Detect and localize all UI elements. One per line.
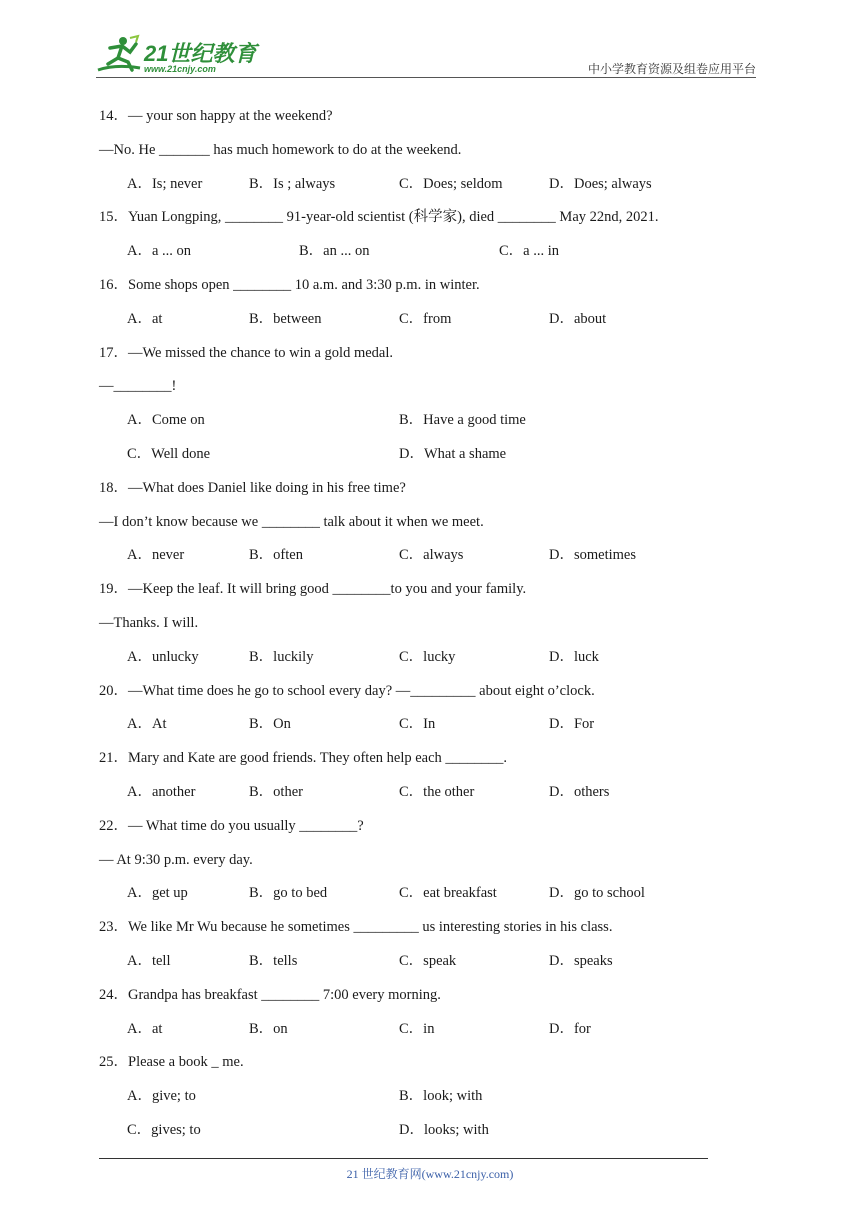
- question-q23: [99, 917, 739, 985]
- question-q19: [99, 579, 739, 680]
- question-q16: [99, 275, 739, 343]
- question-stem: 18．—What does Daniel like doing in his free time?: [99, 479, 406, 496]
- option-a[interactable]: A．never: [127, 547, 185, 564]
- options-row: [99, 545, 739, 579]
- option-c[interactable]: C．gives; to: [127, 1121, 201, 1138]
- option-d[interactable]: D．What a shame: [399, 445, 507, 462]
- question-line: —I don’t know because we ________ talk about it when we meet.: [99, 513, 484, 530]
- option-a[interactable]: A．At: [127, 716, 167, 733]
- options-row: [99, 883, 739, 917]
- option-d[interactable]: D．about: [549, 310, 607, 327]
- question-stem: 24．Grandpa has breakfast ________ 7:00 every morning.: [99, 986, 441, 1003]
- platform-title: 中小学教育资源及组卷应用平台: [587, 62, 756, 76]
- option-c[interactable]: C．Well done: [127, 445, 210, 462]
- option-a[interactable]: A．give; to: [127, 1088, 196, 1105]
- option-a[interactable]: A．a ... on: [127, 243, 192, 260]
- header-divider: [96, 77, 756, 78]
- option-c[interactable]: C．In: [399, 716, 436, 733]
- question-stem: 23．We like Mr Wu because he sometimes _________ us interesting stories in his class.: [99, 919, 613, 936]
- options-row: [99, 241, 739, 275]
- question-stem: 20．—What time does he go to school every day? —_________ about eight o’clock.: [99, 682, 595, 699]
- question-stem: 17．—We missed the chance to win a gold medal.: [99, 344, 393, 361]
- options-row: [99, 951, 739, 985]
- option-b[interactable]: B．tells: [249, 952, 298, 969]
- question-stem: 22．— What time do you usually ________?: [99, 817, 364, 834]
- options-row: [99, 174, 739, 208]
- option-b[interactable]: B．Have a good time: [399, 412, 526, 429]
- runner-logo-icon: [96, 34, 142, 78]
- option-a[interactable]: A．get up: [127, 885, 188, 902]
- option-c[interactable]: C．a ... in: [499, 243, 560, 260]
- option-b[interactable]: B．luckily: [249, 648, 314, 665]
- option-b[interactable]: B．between: [249, 310, 322, 327]
- question-list: [99, 106, 739, 1154]
- options-row: [99, 647, 739, 681]
- option-d[interactable]: D．for: [549, 1020, 591, 1037]
- option-d[interactable]: D．go to school: [549, 885, 645, 902]
- option-d[interactable]: D．speaks: [549, 952, 613, 969]
- option-c[interactable]: C．the other: [399, 783, 475, 800]
- options-row: [99, 309, 739, 343]
- question-q18: [99, 478, 739, 579]
- option-b[interactable]: B．Is ; always: [249, 175, 336, 192]
- question-line: —Thanks. I will.: [99, 614, 199, 631]
- option-a[interactable]: A．another: [127, 783, 196, 800]
- option-b[interactable]: B．often: [249, 547, 303, 564]
- options-row: [99, 782, 739, 816]
- options-row: [99, 1019, 739, 1053]
- question-q25: [99, 1052, 739, 1153]
- question-q20: [99, 681, 739, 749]
- logo: [96, 34, 266, 78]
- option-b[interactable]: B．look; with: [399, 1088, 483, 1105]
- option-c[interactable]: C．always: [399, 547, 464, 564]
- option-c[interactable]: C．lucky: [399, 648, 456, 665]
- option-c[interactable]: C．Does; seldom: [399, 175, 503, 192]
- options-row: [99, 444, 739, 478]
- option-b[interactable]: B．go to bed: [249, 885, 328, 902]
- question-line: —________!: [99, 378, 177, 395]
- question-q22: [99, 816, 739, 917]
- footer-divider: [99, 1158, 708, 1159]
- option-c[interactable]: C．speak: [399, 952, 457, 969]
- option-d[interactable]: D．For: [549, 716, 595, 733]
- option-c[interactable]: C．from: [399, 310, 452, 327]
- question-stem: 15．Yuan Longping, ________ 91-year-old scientist (科学家), died ________ May 22nd, 2021.: [99, 209, 659, 226]
- option-b[interactable]: B．on: [249, 1020, 288, 1037]
- page-header: [96, 34, 756, 78]
- option-b[interactable]: B．an ... on: [299, 243, 370, 260]
- option-d[interactable]: D．Does; always: [549, 175, 652, 192]
- question-line: —No. He _______ has much homework to do at the weekend.: [99, 141, 462, 158]
- question-stem: 25．Please a book _ me.: [99, 1054, 244, 1071]
- question-q21: [99, 748, 739, 816]
- option-d[interactable]: D．luck: [549, 648, 599, 665]
- options-row: [99, 1086, 739, 1120]
- question-stem: 19．—Keep the leaf. It will bring good ________to you and your family.: [99, 581, 527, 598]
- question-stem: 14．— your son happy at the weekend?: [99, 108, 333, 124]
- question-stem: 16．Some shops open ________ 10 a.m. and 3:30 p.m. in winter.: [99, 276, 480, 293]
- option-d[interactable]: D．sometimes: [549, 547, 636, 564]
- logo-text: 21世纪教育: [144, 41, 257, 66]
- option-a[interactable]: A．at: [127, 1020, 163, 1037]
- question-q15: [99, 207, 739, 275]
- question-q24: [99, 985, 739, 1053]
- question-line: — At 9:30 p.m. every day.: [99, 851, 253, 868]
- options-row: [99, 714, 739, 748]
- question-q17: [99, 343, 739, 478]
- option-c[interactable]: C．in: [399, 1020, 435, 1037]
- option-d[interactable]: D．looks; with: [399, 1121, 489, 1138]
- option-a[interactable]: A．tell: [127, 952, 171, 969]
- question-stem: 21．Mary and Kate are good friends. They often help each ________.: [99, 750, 508, 767]
- question-q14: [99, 106, 739, 207]
- options-row: [99, 410, 739, 444]
- options-row: [99, 1120, 739, 1154]
- option-a[interactable]: A．at: [127, 310, 163, 327]
- footer-text: 21 世纪教育网(www.21cnjy.com): [346, 1167, 514, 1181]
- logo-url: www.21cnjy.com: [144, 64, 216, 74]
- option-a[interactable]: A．Is; never: [127, 175, 203, 192]
- option-a[interactable]: A．Come on: [127, 412, 205, 429]
- option-b[interactable]: B．other: [249, 783, 303, 800]
- option-d[interactable]: D．others: [549, 783, 610, 800]
- option-c[interactable]: C．eat breakfast: [399, 885, 497, 902]
- option-b[interactable]: B．On: [249, 716, 291, 733]
- option-a[interactable]: A．unlucky: [127, 648, 199, 665]
